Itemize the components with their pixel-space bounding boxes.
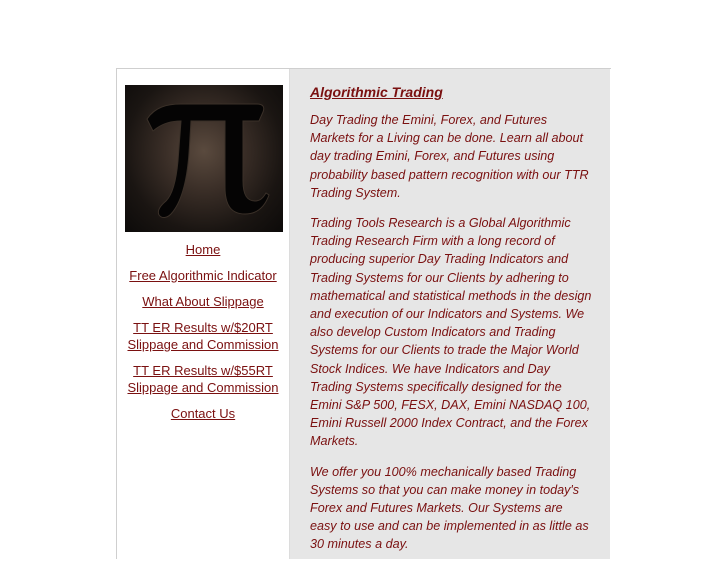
sidebar-nav (117, 241, 289, 431)
pi-symbol-icon (125, 85, 283, 232)
intro-paragraph: Day Trading the Emini, Forex, and Futures Markets for a Living can be done. Learn all about day trading Emini, Forex, and Futures using probability based pattern recognition with our TTR Trading System. (310, 113, 589, 200)
nav-home-link[interactable]: Home (185, 242, 221, 257)
nav-results-20rt-link[interactable]: TT ER Results w/$20RT Slippage and Commission (127, 320, 279, 352)
nav-results-55rt-link[interactable]: TT ER Results w/$55RT Slippage and Commission (127, 363, 279, 395)
sidebar (117, 69, 290, 559)
page-title[interactable]: Algorithmic Trading (310, 84, 443, 100)
nav-contact-link[interactable]: Contact Us (170, 406, 236, 421)
main-text (310, 83, 592, 566)
offer-paragraph: We offer you 100% mechanically based Trading Systems so that you can make money in today's Forex and Futures Markets. Our Systems are easy to use and can be implemented in as little as 30 minutes a day. (310, 464, 589, 552)
about-paragraph: Trading Tools Research is a Global Algorithmic Trading Research Firm with a long record of producing superior Day Trading Indicators and Trading Systems for our Clients by adhering to mathematical and statistical methods in the design and execution of our Indicators and Systems. We also develop Custom Indicators and Trading Systems for our Clients to trade the Major World Stock Indices. We have Indicators and Day Trading Systems specifically designed for the Emini S&P 500, FESX, DAX, Emini NASDAQ 100, Emini Russell 2000 Index Contract, and the Forex Markets. (310, 216, 592, 449)
main-content (290, 69, 610, 559)
nav-free-indicator-link[interactable]: Free Algorithmic Indicator (129, 268, 277, 283)
pi-logo (125, 85, 283, 232)
nav-slippage-link[interactable]: What About Slippage (142, 294, 264, 309)
